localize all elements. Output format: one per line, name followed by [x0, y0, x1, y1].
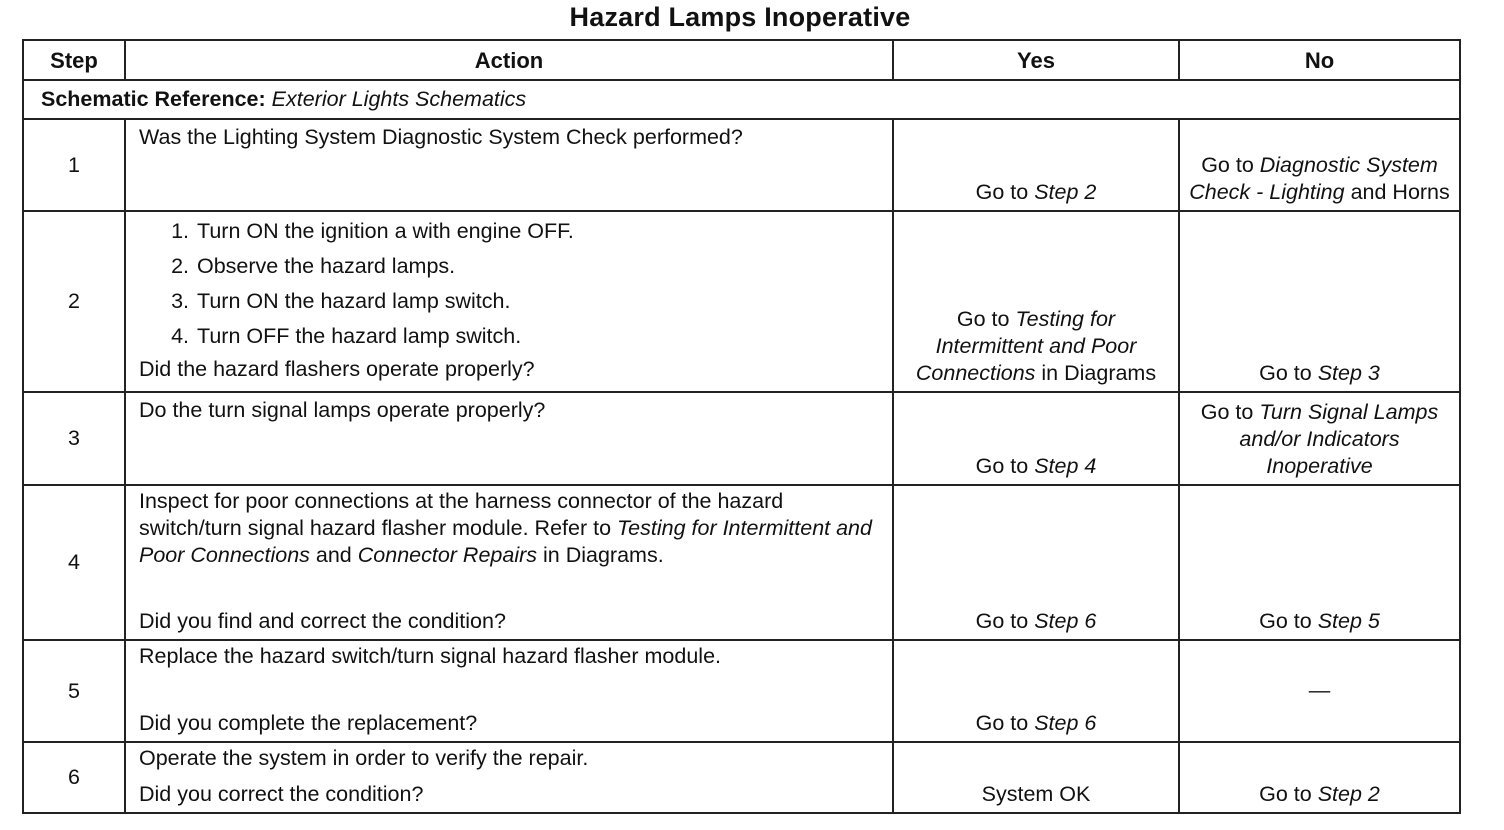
- no-prefix: Go to: [1200, 400, 1260, 424]
- action-link[interactable]: Connector Repairs: [357, 543, 538, 567]
- table-header-row: [23, 40, 1460, 80]
- schematic-reference-label: Schematic Reference:: [41, 87, 266, 111]
- yes-prefix: Go to: [975, 454, 1035, 478]
- yes-cell: [893, 119, 1179, 211]
- table-row: [23, 392, 1460, 485]
- header-action: Action: [125, 40, 893, 80]
- yes-link[interactable]: Step 2: [1034, 180, 1097, 204]
- instruction-text: in Diagrams.: [537, 543, 664, 567]
- no-prefix: Go to: [1259, 609, 1318, 633]
- action-steps-list: [139, 214, 880, 354]
- schematic-reference-link[interactable]: Exterior Lights Schematics: [271, 87, 527, 111]
- no-link[interactable]: Step 3: [1317, 361, 1380, 385]
- yes-result: System OK: [981, 782, 1091, 806]
- header-yes: Yes: [893, 40, 1179, 80]
- action-question: Did you find and correct the condition?: [139, 609, 506, 633]
- step-number: 4: [23, 485, 125, 640]
- no-link[interactable]: Step 2: [1317, 782, 1380, 806]
- yes-prefix: Go to: [975, 711, 1035, 735]
- yes-cell: [893, 392, 1179, 485]
- yes-prefix: Go to: [975, 609, 1035, 633]
- table-row: [23, 640, 1460, 742]
- action-cell: [125, 640, 893, 742]
- step-number: 2: [23, 211, 125, 392]
- header-no: No: [1179, 40, 1460, 80]
- no-prefix: Go to: [1201, 153, 1260, 177]
- no-cell: [1179, 640, 1460, 742]
- table-row: [23, 742, 1460, 813]
- table-row: [23, 485, 1460, 640]
- list-item: 3. Turn ON the hazard lamp switch.: [195, 284, 880, 319]
- no-link[interactable]: Turn Signal Lamps and/or Indicators Inoperative: [1239, 400, 1439, 478]
- action-cell: [125, 485, 893, 640]
- action-cell: [125, 119, 893, 211]
- action-cell: [125, 742, 893, 813]
- action-question: Do the turn signal lamps operate properly?: [139, 398, 546, 422]
- page-title: Hazard Lamps Inoperative: [569, 2, 911, 32]
- no-link[interactable]: Diagnostic System Check - Lighting: [1189, 153, 1438, 204]
- action-instruction: Replace the hazard switch/turn signal hazard flasher module.: [139, 644, 722, 668]
- step-number: 6: [23, 742, 125, 813]
- yes-cell: [893, 211, 1179, 392]
- list-item: 2. Observe the hazard lamps.: [195, 249, 880, 284]
- yes-cell: [893, 640, 1179, 742]
- yes-cell: [893, 742, 1179, 813]
- yes-link[interactable]: Step 6: [1034, 609, 1097, 633]
- no-cell: [1179, 211, 1460, 392]
- action-link[interactable]: Testing for Intermittent and Poor Connections: [139, 516, 872, 567]
- no-cell: [1179, 742, 1460, 813]
- step-number: 3: [23, 392, 125, 485]
- action-cell: [125, 211, 893, 392]
- no-link[interactable]: Step 5: [1317, 609, 1380, 633]
- instruction-text: and: [309, 543, 358, 567]
- step-number: 1: [23, 119, 125, 211]
- step-number: 5: [23, 640, 125, 742]
- diagnostic-table: [22, 39, 1461, 814]
- action-question: Did you correct the condition?: [139, 782, 424, 806]
- action-question: Was the Lighting System Diagnostic System Check performed?: [139, 125, 743, 149]
- yes-cell: [893, 485, 1179, 640]
- table-row: [23, 119, 1460, 211]
- action-instruction: Operate the system in order to verify the repair.: [139, 746, 589, 770]
- action-cell: [125, 392, 893, 485]
- list-item: 4. Turn OFF the hazard lamp switch.: [195, 319, 880, 354]
- yes-prefix: Go to: [975, 180, 1035, 204]
- instruction-text: Inspect for poor connections at the harness connector of the hazard switch/turn signal hazard flasher module. Refer to: [139, 489, 784, 540]
- no-cell: [1179, 485, 1460, 640]
- table-row: [23, 211, 1460, 392]
- no-cell: [1179, 392, 1460, 485]
- no-dash: —: [1308, 677, 1331, 702]
- yes-link[interactable]: Step 6: [1034, 711, 1097, 735]
- schematic-reference-row: [23, 80, 1460, 119]
- yes-link[interactable]: Step 4: [1034, 454, 1097, 478]
- yes-link[interactable]: Testing for Intermittent and Poor Connections: [915, 307, 1137, 385]
- yes-prefix: Go to: [956, 307, 1016, 331]
- yes-suffix: in Diagrams: [1035, 361, 1157, 385]
- action-instruction: [139, 488, 880, 569]
- action-question: Did the hazard flashers operate properly?: [139, 357, 535, 381]
- no-prefix: Go to: [1259, 782, 1318, 806]
- list-item: 1. Turn ON the ignition a with engine OFF.: [195, 214, 880, 249]
- no-prefix: Go to: [1259, 361, 1318, 385]
- no-suffix: and Horns: [1344, 180, 1450, 204]
- no-cell: [1179, 119, 1460, 211]
- header-step: Step: [23, 40, 125, 80]
- action-question: Did you complete the replacement?: [139, 711, 478, 735]
